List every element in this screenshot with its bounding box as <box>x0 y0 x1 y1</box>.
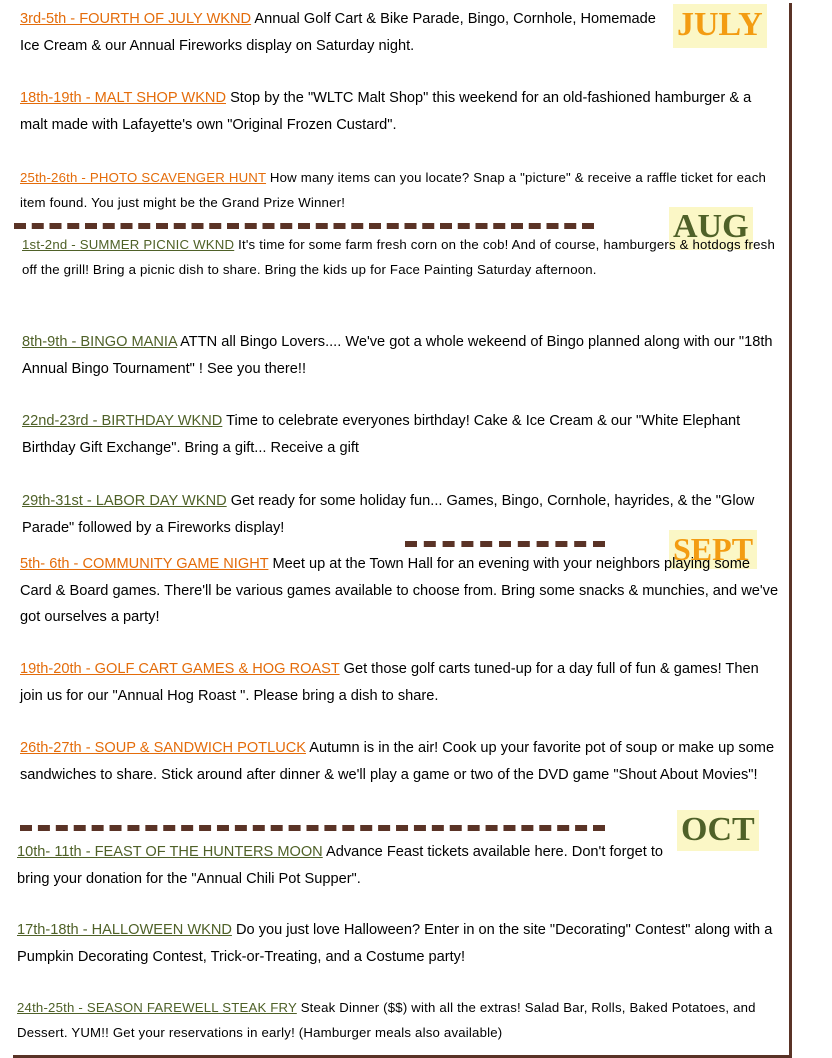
event-text: Do you just love Halloween? Enter in on the site "Decorating" Contest" along with a Pumpkin Decorating Contest, Trick-or-Treating, and a Costume party! <box>17 922 773 965</box>
divider-july-aug <box>14 223 594 229</box>
event-text: Stop by the "WLTC Malt Shop" this weekend for an old-fashioned hamburger & a malt made with Lafayette's own "Original Frozen Custard". <box>20 90 752 133</box>
event-july-3 <box>20 166 782 215</box>
event-aug-4 <box>22 488 782 541</box>
event-title[interactable]: 5th- 6th - COMMUNITY GAME NIGHT <box>20 556 269 572</box>
event-title[interactable]: 26th-27th - SOUP & SANDWICH POTLUCK <box>20 740 307 756</box>
event-oct-3 <box>17 996 782 1045</box>
event-text: Annual Golf Cart & Bike Parade, Bingo, Cornhole, Homemade Ice Cream & our Annual Fireworks display on Saturday night. <box>20 11 656 54</box>
event-sept-1 <box>20 551 782 631</box>
event-aug-1 <box>22 233 782 282</box>
event-title[interactable]: 3rd-5th - FOURTH OF JULY WKND <box>20 11 252 27</box>
divider-aug-sept <box>405 541 605 547</box>
event-text: Autumn is in the air! Cook up your favorite pot of soup or make up some sandwiches to share. Stick around after dinner & we'll play a game or two of the DVD game "Shout About Movies"! <box>20 740 775 783</box>
event-aug-2 <box>22 329 782 382</box>
event-title[interactable]: 19th-20th - GOLF CART GAMES & HOG ROAST <box>20 661 340 677</box>
event-text: How many items can you locate? Snap a "picture" & receive a raffle ticket for each item found. You just might be the Grand Prize Winner! <box>20 170 767 210</box>
event-july-1 <box>20 6 670 59</box>
event-aug-3 <box>22 408 742 461</box>
divider-sept-oct <box>20 825 605 831</box>
event-text: Meet up at the Town Hall for an evening with your neighbors playing some Card & Board games. There'll be various games available to choose from. Bring some snacks & munchies, and we've got ourselves a party! <box>20 556 779 625</box>
event-title[interactable]: 8th-9th - BINGO MANIA <box>22 334 177 350</box>
event-sept-2 <box>20 656 782 709</box>
event-text: Get ready for some holiday fun... Games, Bingo, Cornhole, hayrides, & the "Glow Parade" followed by a Fireworks display! <box>22 493 755 536</box>
event-title[interactable]: 29th-31st - LABOR DAY WKND <box>22 493 227 509</box>
event-oct-2 <box>17 917 782 970</box>
event-text: It's time for some farm fresh corn on the cob! And of course, hamburgers & hotdogs fresh off the grill! Bring a picnic dish to share. Bring the kids up for Face Painting Saturday afternoon. <box>22 237 775 277</box>
month-badge-oct: OCT <box>677 810 759 851</box>
month-badge-july: JULY <box>673 4 767 48</box>
event-title[interactable]: 22nd-23rd - BIRTHDAY WKND <box>22 413 223 429</box>
event-text: Time to celebrate everyones birthday! Cake & Ice Cream & our "White Elephant Birthday Gift Exchange". Bring a gift... Receive a gift <box>22 413 741 456</box>
event-text: Get those golf carts tuned-up for a day full of fun & games! Then join us for our "Annual Hog Roast ". Please bring a dish to share. <box>20 661 759 704</box>
event-title[interactable]: 1st-2nd - SUMMER PICNIC WKND <box>22 237 235 252</box>
event-title[interactable]: 17th-18th - HALLOWEEN WKND <box>17 922 232 938</box>
month-badge-sept: SEPT <box>669 530 757 569</box>
event-july-2 <box>20 85 782 138</box>
month-badge-aug: AUG <box>669 207 753 250</box>
event-title[interactable]: 25th-26th - PHOTO SCAVENGER HUNT <box>20 170 267 185</box>
event-oct-1 <box>17 839 677 892</box>
event-title[interactable]: 24th-25th - SEASON FAREWELL STEAK FRY <box>17 1000 297 1015</box>
event-text: Advance Feast tickets available here. Don't forget to bring your donation for the "Annual Chili Pot Supper". <box>17 844 663 887</box>
event-sept-3 <box>20 735 782 788</box>
event-text: ATTN all Bingo Lovers.... We've got a whole wekeend of Bingo planned along with our "18th Annual Bingo Tournament" ! See you there!! <box>22 334 773 377</box>
event-title[interactable]: 10th- 11th - FEAST OF THE HUNTERS MOON <box>17 844 323 860</box>
event-text: Steak Dinner ($$) with all the extras! Salad Bar, Rolls, Baked Potatoes, and Dessert. YUM!! Get your reservations in early! (Hamburger meals also available) <box>17 1000 756 1040</box>
event-title[interactable]: 18th-19th - MALT SHOP WKND <box>20 90 227 106</box>
